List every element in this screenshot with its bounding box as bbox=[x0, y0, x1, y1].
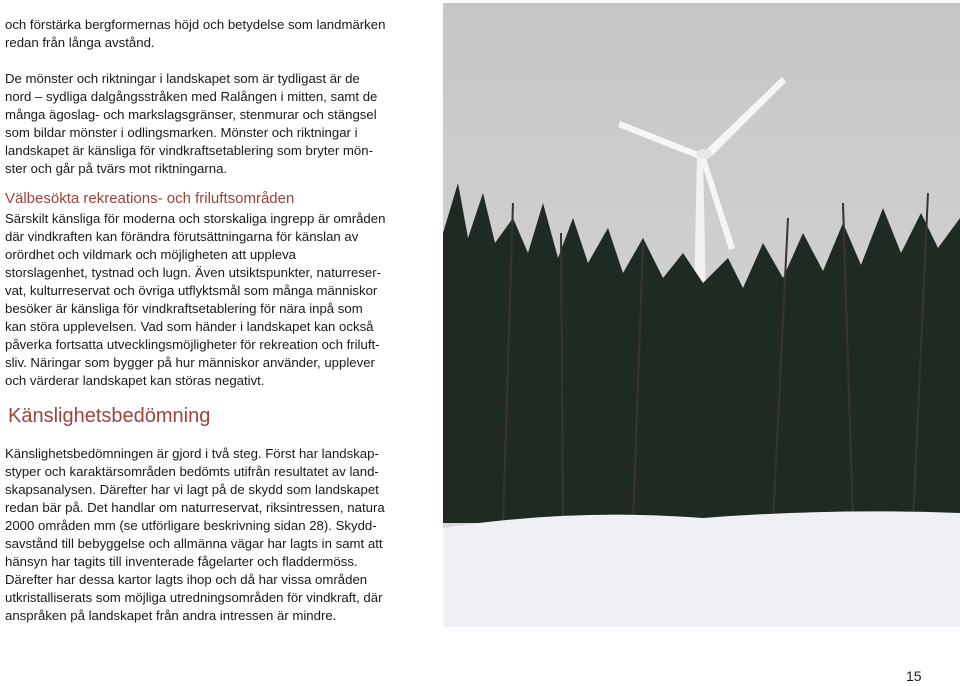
page-number: 15 bbox=[906, 668, 922, 684]
wind-turbine-photo bbox=[443, 3, 960, 627]
snow-field bbox=[443, 511, 960, 627]
section-heading-sensitivity: Känslighetsbedömning bbox=[8, 405, 211, 427]
paragraph-intro: och förstärka bergformernas höjd och betydelse som landmärken redan från långa avstånd. bbox=[5, 17, 386, 50]
section-heading-recreation: Välbesökta rekreations- och friluftsområden bbox=[5, 190, 295, 207]
photo-illustration bbox=[443, 3, 960, 627]
paragraph-sensitivity: Känslighetsbedömningen är gjord i två steg. Först har landskap- styper och karaktärsområden bedömts utifrån resultatet av land- skapsanalysen. Därefter har vi lagt på de skydd som landskapet redan bär på. Det handlar om naturreservat, riksintressen, natura 2000 områden mm (se utförligare beskrivning sidan 28). Skydd- savstånd till bebyggelse och allmänna vägar har lagts in samt att hänsyn har tagits till inventerade fågelarter och fladdermöss. Därefter har dessa kartor lagts ihop och då har vissa områden utkristalliserats som möjliga utredningsområden för vindkraft, där anspråken på landskapet från andra intressen är mindre. bbox=[5, 446, 385, 623]
paragraph-patterns: De mönster och riktningar i landskapet som är tydligast är de nord – sydliga dalgångsstråken med Ralången i mitten, samt de många ägoslag- och markslagsgränser, stenmurar och stängsel som bildar mönster i odlingsmarken. Mönster och riktningar i landskapet är känsliga för vindkraftsetablering som bryter mön- ster och går på tvärs mot riktningarna. bbox=[5, 71, 378, 176]
paragraph-recreation: Särskilt känsliga för moderna och storskaliga ingrepp är områden där vindkraften kan förändra förutsättningarna för känslan av orördhet och vildmark och möjligheten att uppleva storslagenhet, tystnad och lugn. Även utsiktspunkter, naturreser- vat, kulturreservat och övriga utflyktsmål som många människor besöker är känsliga för vindkraftsetablering för nära inpå som kan störa upplevelsen. Vad som händer i landskapet kan också påverka fortsatta utvecklingsmöjligheter för rekreation och friluft- sliv. Näringar som bygger på hur människor använder, upplever och värderar landskapet kan störas negativt. bbox=[5, 211, 386, 388]
